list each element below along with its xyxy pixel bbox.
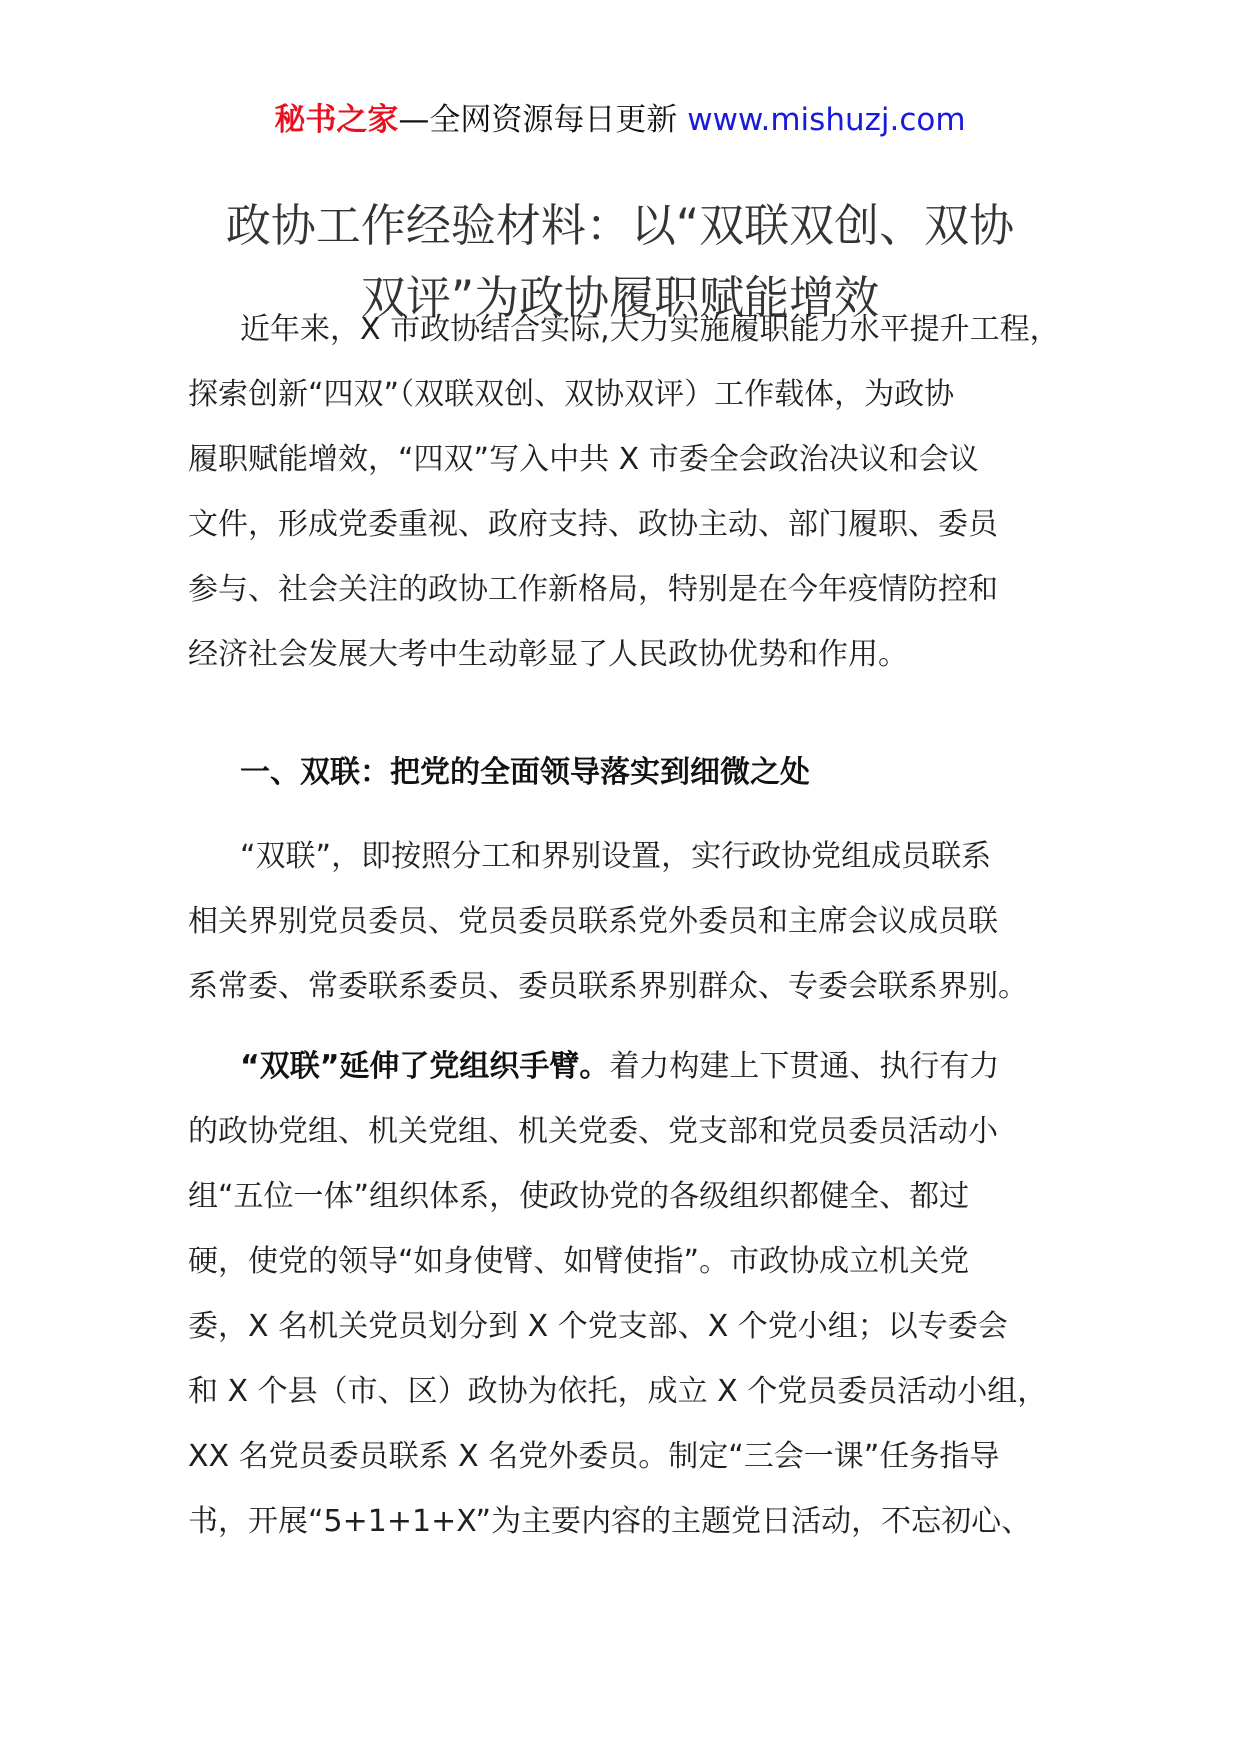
site-header [0,100,1240,140]
paragraph-line: 和 X 个县（市、区）政协为依托，成立 X 个党员委员活动小组， [188,1374,1048,1409]
paragraph-first-line [188,1034,1088,1099]
paragraph-shuanglian-definition [188,824,1088,1019]
section-heading-1: 一、双联：把党的全面领导落实到细微之处 [240,755,810,790]
header-slogan: —全网资源每日更新 [398,102,678,138]
paragraph-line: 组“五位一体”组织体系，使政协党的各级组织都健全、都过 [188,1179,970,1214]
paragraph-line: 经济社会发展大考中生动彰显了人民政协优势和作用。 [188,637,908,672]
paragraph-line: 近年来，X 市政协结合实际,大力实施履职能力水平提升工程， [240,312,1060,347]
paragraph-line: 书，开展“5+1+1+X”为主要内容的主题党日活动，不忘初心、 [188,1504,1032,1539]
paragraph-line: 的政协党组、机关党组、机关党委、党支部和党员委员活动小 [188,1114,998,1149]
paragraph-line: 委，X 名机关党员划分到 X 个党支部、X 个党小组；以专委会 [188,1309,1008,1344]
paragraph-line: 探索创新“四双”（双联双创、双协双评）工作载体，为政协 [188,377,955,412]
title-line-1: 政协工作经验材料：以“双联双创、双协 [225,199,1015,252]
paragraph-lead-sentence: “双联”延伸了党组织手臂。 [240,1049,610,1084]
paragraph-line: 硬，使党的领导“如身使臂、如臂使指”。市政协成立机关党 [188,1244,970,1279]
paragraph-line: 相关界别党员委员、党员委员联系党外委员和主席会议成员联 [188,904,998,939]
paragraph-line: 文件，形成党委重视、政府支持、政协主动、部门履职、委员 [188,507,998,542]
paragraph-line-rest: 着力构建上下贯通、执行有力 [609,1049,1000,1084]
paragraph-party-organization [188,1034,1088,1554]
paragraph-line: 参与、社会关注的政协工作新格局，特别是在今年疫情防控和 [188,572,998,607]
paragraph-line: XX 名党员委员联系 X 名党外委员。制定“三会一课”任务指导 [188,1439,1000,1474]
paragraph-line: “双联”，即按照分工和界别设置，实行政协党组成员联系 [240,839,992,874]
paragraph-intro [188,297,1088,687]
paragraph-line: 系常委、常委联系委员、委员联系界别群众、专委会联系界别。 [188,969,1028,1004]
site-url-link[interactable]: www.mishuzj.com [687,102,966,138]
paragraph-line: 履职赋能增效，“四双”写入中共 X 市委全会政治决议和会议 [188,442,979,477]
brand-name: 秘书之家 [274,102,399,138]
title-line-2: 双评”为政协履职赋能增效 [360,271,880,324]
